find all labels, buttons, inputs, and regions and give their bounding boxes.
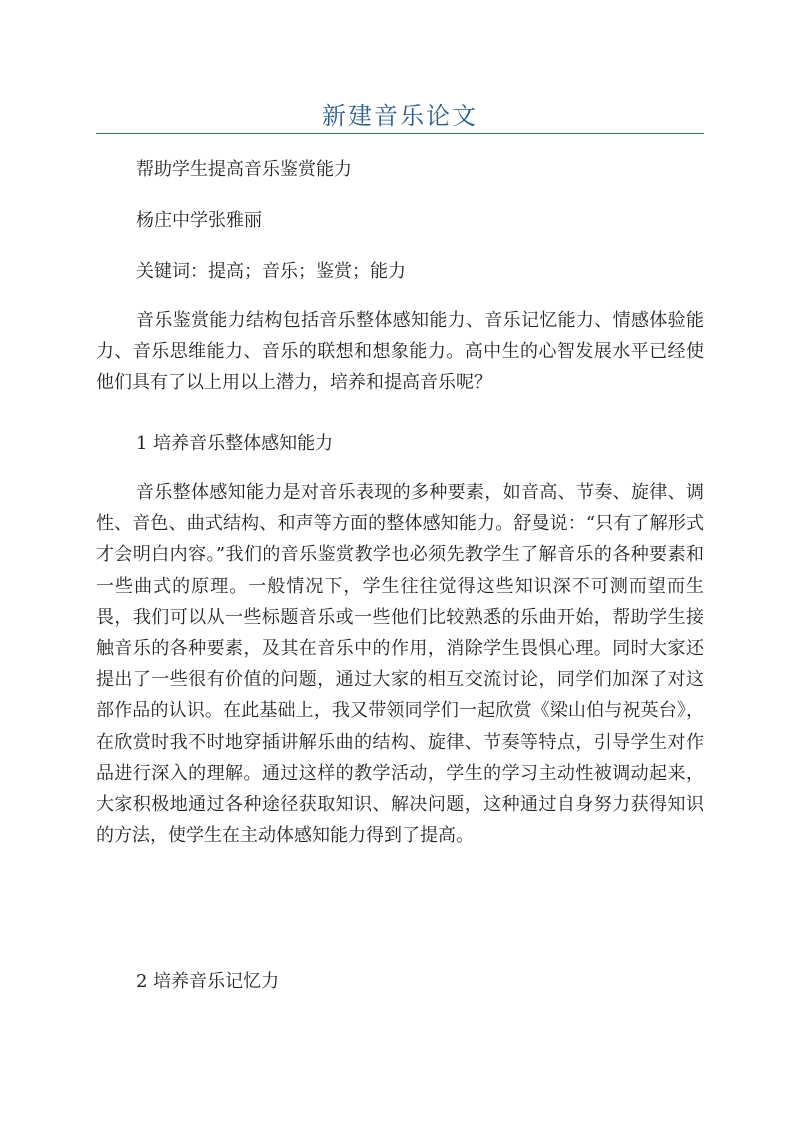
document-title: 新建音乐论文 (322, 102, 478, 130)
paper-subtitle: 帮助学生提高音乐鉴赏能力 (136, 159, 352, 180)
section-heading-1: 1 培养音乐整体感知能力 (136, 433, 334, 454)
intro-paragraph: 音乐鉴赏能力结构包括音乐整体感知能力、音乐记忆能力、情感体验能力、音乐思维能力、音乐的联想和想象能力。高中生的心智发展水平已经使他们具有了以上用以上潜力，培养和提高音乐呢？ (96, 310, 704, 394)
section-heading-2: 2 培养音乐记忆力 (136, 971, 280, 992)
keywords-line: 关键词：提高；音乐；鉴赏；能力 (136, 261, 406, 282)
section-1-paragraph: 音乐整体感知能力是对音乐表现的多种要素，如音高、节奏、旋律、调性、音色、曲式结构、和声等方面的整体感知能力。舒曼说：“只有了解形式才会明白内容。”我们的音乐鉴赏教学也必须先教学生了解音乐的各种要素和一些曲式的原理。一般情况下，学生往往觉得这些知识深不可测而望而生畏，我们可以从一些标题音乐或一些他们比较熟悉的乐曲开始，帮助学生接触音乐的各种要素，及其在音乐中的作用，消除学生畏惧心理。同时大家还提出了一些很有价值的问题，通过大家的相互交流讨论，同学们加深了对这部作品的认识。在此基础上，我又带领同学们一起欣赏《梁山伯与祝英台》，在欣赏时我不时地穿插讲解乐曲的结构、旋律、节奏等特点，引导学生对作品进行深入的理解。通过这样的教学活动，学生的学习主动性被调动起来，大家积极地通过各种途径获取知识、解决问题，这种通过自身努力获得知识的方法，使学生在主动体感知能力得到了提高。 (96, 482, 704, 847)
author-line: 杨庄中学张雅丽 (136, 210, 262, 231)
title-underline (96, 133, 704, 134)
